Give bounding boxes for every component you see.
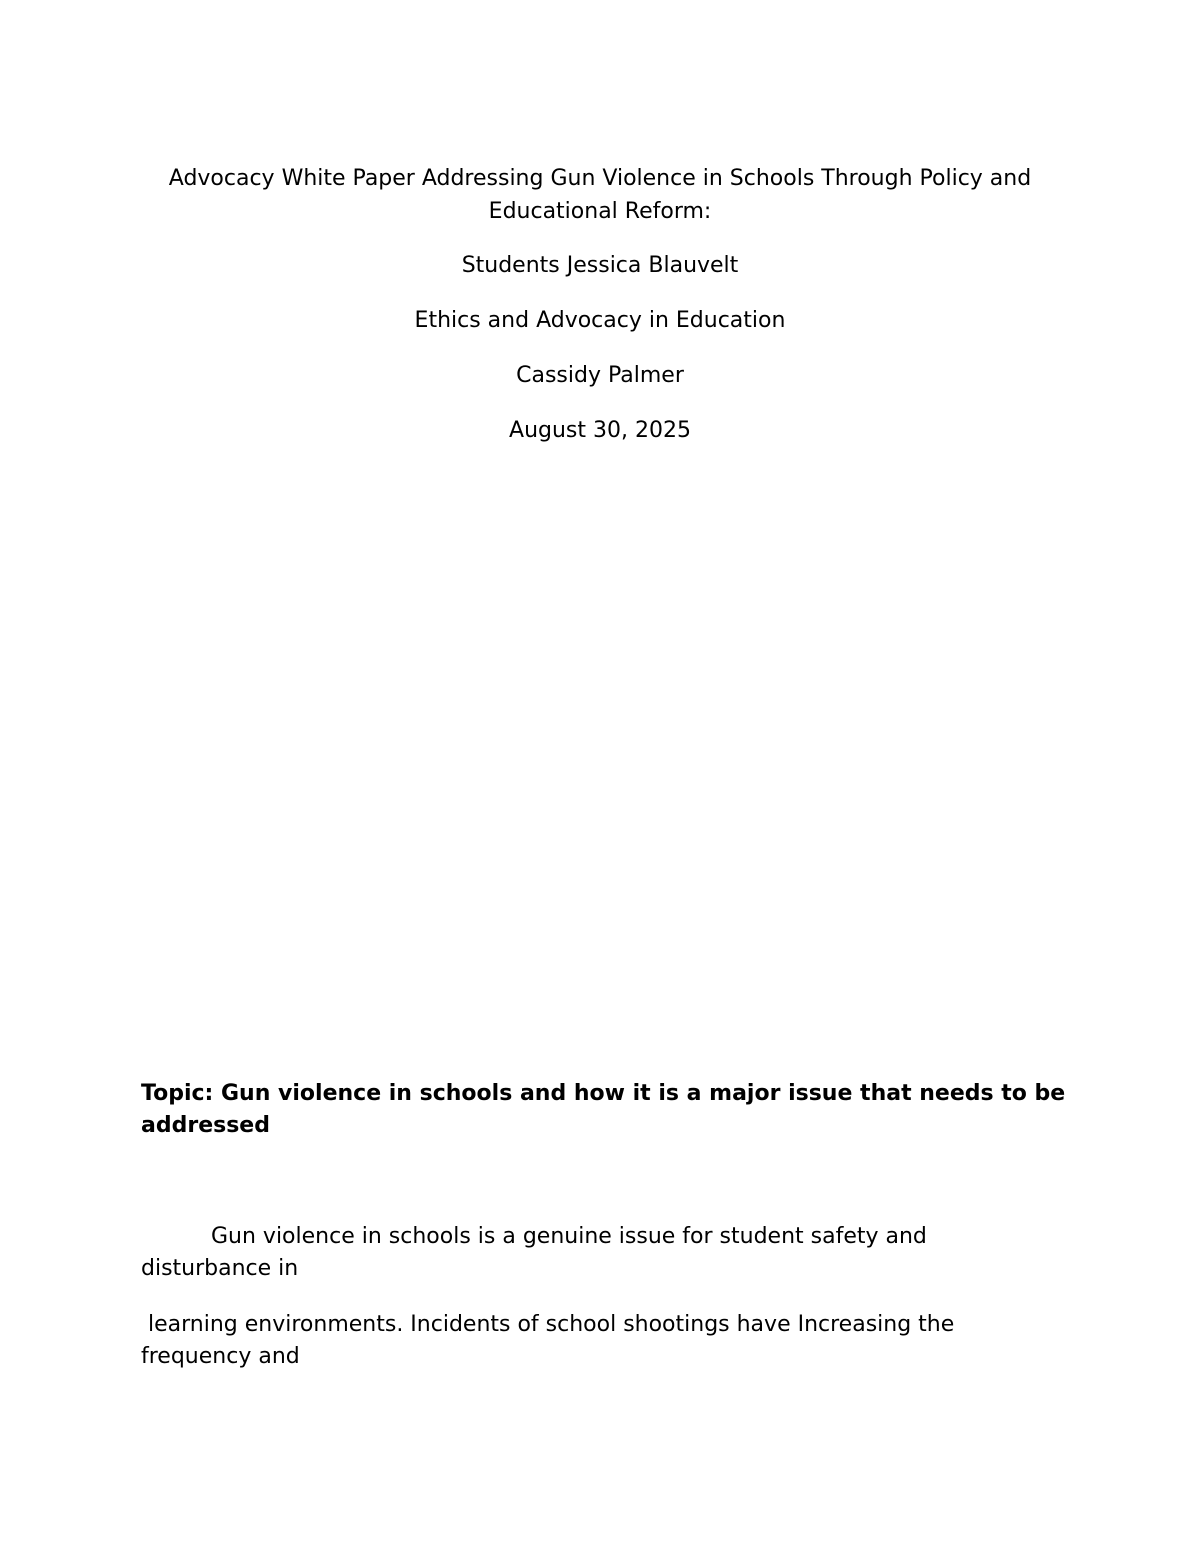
instructor-name: Cassidy Palmer [516, 363, 684, 388]
body-paragraph: learning environments. Incidents of school shootings have Increasing the frequency and [141, 1312, 962, 1369]
topic-heading: Topic: Gun violence in schools and how it is a major issue that needs to be addressed [141, 1081, 1066, 1138]
course-name: Ethics and Advocacy in Education [414, 308, 786, 333]
body-paragraph: Gun violence in schools is a genuine issue for student safety and disturbance in [141, 1224, 927, 1281]
document-date: August 30, 2025 [509, 418, 691, 443]
page-title: Advocacy White Paper Addressing Gun Violence in Schools Through Policy and Educational Reform: [168, 166, 1032, 224]
author-line: Students Jessica Blauvelt [461, 253, 739, 278]
